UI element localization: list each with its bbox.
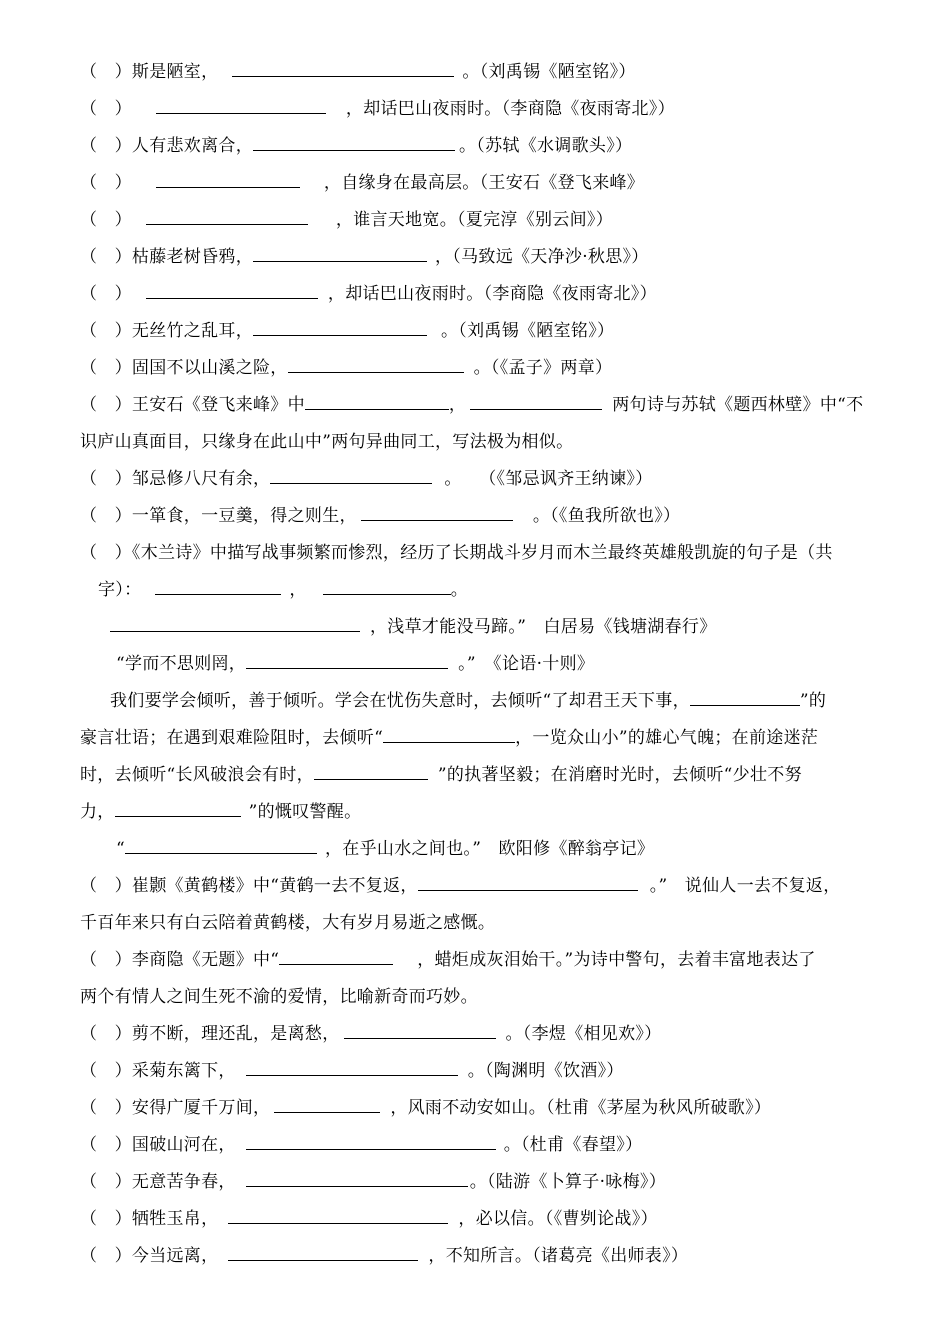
question-text: （ ）安得广厦千万间， xyxy=(80,1098,271,1118)
question-text: ，（马致远《天净沙·秋思》） xyxy=(435,247,649,267)
question-text: 。（陆游《卜算子·咏梅》） xyxy=(469,1172,667,1192)
question-text: 。” 《论语·十则》 xyxy=(458,654,595,674)
question-line xyxy=(80,979,478,1015)
question-text: ，却话巴山夜雨时。（李商隐《夜雨寄北》） xyxy=(327,284,657,304)
question-line xyxy=(80,202,613,238)
question-text: 。（杜甫《春望》） xyxy=(503,1135,643,1155)
answer-blank[interactable] xyxy=(690,687,800,706)
question-line xyxy=(116,831,654,867)
question-text: ，一览众山小”的雄心气魄；在前途迷茫 xyxy=(515,728,819,748)
question-line xyxy=(80,276,657,312)
question-text: ， xyxy=(448,395,467,415)
question-line xyxy=(110,609,717,645)
question-text: ，在乎山水之间也。” 欧阳修《醉翁亭记》 xyxy=(325,839,655,859)
question-text: （ ）人有悲欢离合， xyxy=(80,136,253,156)
answer-blank[interactable] xyxy=(246,1168,468,1187)
answer-blank[interactable] xyxy=(228,1205,448,1224)
question-line xyxy=(98,572,468,608)
question-text: 两句诗与苏轼《题西林壁》中“不 xyxy=(612,395,864,415)
question-text: “ xyxy=(116,839,125,859)
question-line xyxy=(80,1127,642,1163)
question-text: （ ）国破山河在， xyxy=(80,1135,236,1155)
question-text: （ ） xyxy=(80,284,132,304)
answer-blank[interactable] xyxy=(115,798,241,817)
answer-blank[interactable] xyxy=(274,1094,380,1113)
question-text: （ ）李商隐《无题》中“ xyxy=(80,950,280,970)
question-text: 。（《鱼我所欲也》） xyxy=(532,506,681,526)
question-text: ”的 xyxy=(799,691,827,711)
answer-blank[interactable] xyxy=(155,576,281,595)
answer-blank[interactable] xyxy=(228,1242,418,1261)
question-text: ，自缘身在最高层。（王安石《登飞来峰》 xyxy=(323,173,645,193)
question-line xyxy=(80,942,816,978)
question-line xyxy=(80,498,680,534)
question-text: 。（李煜《相见欢》） xyxy=(505,1024,662,1044)
question-text: （ ）邹忌修八尺有余， xyxy=(80,469,271,489)
question-text: ”的慨叹警醒。 xyxy=(248,802,362,822)
question-line xyxy=(80,720,818,756)
answer-blank[interactable] xyxy=(246,650,448,669)
answer-blank[interactable] xyxy=(253,243,427,262)
question-line xyxy=(80,350,612,386)
answer-blank[interactable] xyxy=(361,502,513,521)
question-line xyxy=(116,646,594,682)
question-text: ，浅草才能没马蹄。” 白居易《钱塘湖春行》 xyxy=(370,617,717,637)
question-line xyxy=(80,1016,662,1052)
answer-blank[interactable] xyxy=(156,169,300,188)
question-line xyxy=(80,794,361,830)
question-text: ， xyxy=(289,580,307,600)
question-text: （ ）无丝竹之乱耳， xyxy=(80,321,253,341)
question-text: （ ）崔颢《黄鹤楼》中“黄鹤一去不复返， xyxy=(80,876,418,896)
answer-blank[interactable] xyxy=(146,206,308,225)
question-text: （ ） xyxy=(80,210,132,230)
question-text: 。（苏轼《水调歌头》） xyxy=(459,136,633,156)
question-text: ”的执著坚毅；在消磨时光时，去倾听“少壮不努 xyxy=(437,765,802,785)
answer-blank[interactable] xyxy=(270,465,432,484)
answer-blank[interactable] xyxy=(253,317,427,336)
answer-blank[interactable] xyxy=(323,576,451,595)
question-text: （ ）今当远离， xyxy=(80,1246,219,1266)
answer-blank[interactable] xyxy=(305,391,449,410)
question-line xyxy=(80,1090,771,1126)
question-text: ，谁言天地宽。（夏完淳《别云间》） xyxy=(335,210,614,230)
question-text: （ ）一箪食，一豆羹，得之则生， xyxy=(80,506,357,526)
question-line xyxy=(80,424,573,460)
answer-blank[interactable] xyxy=(470,391,602,410)
question-text: （ ）王安石《登飞来峰》中 xyxy=(80,395,305,415)
answer-blank[interactable] xyxy=(314,761,428,780)
question-line xyxy=(80,1201,658,1237)
question-text: 。（陶渊明《饮酒》） xyxy=(467,1061,624,1081)
question-text: 两个有情人之间生死不渝的爱情，比喻新奇而巧妙。 xyxy=(80,987,478,1007)
question-line xyxy=(80,1238,688,1274)
question-line xyxy=(80,535,833,571)
question-line xyxy=(80,165,644,201)
question-text: ，不知所言。（诸葛亮《出师表》） xyxy=(428,1246,689,1266)
question-line xyxy=(80,461,653,497)
question-line xyxy=(80,387,863,423)
question-text: ，却话巴山夜雨时。（李商隐《夜雨寄北》） xyxy=(345,99,675,119)
question-line xyxy=(110,683,826,719)
answer-blank[interactable] xyxy=(146,280,318,299)
question-line xyxy=(80,757,802,793)
question-text: 。 xyxy=(450,580,469,600)
answer-blank[interactable] xyxy=(288,354,464,373)
question-text: 字）： xyxy=(98,580,142,600)
question-text: （ ）采菊东篱下， xyxy=(80,1061,236,1081)
question-text: 力， xyxy=(80,802,115,822)
answer-blank[interactable] xyxy=(344,1020,496,1039)
answer-blank[interactable] xyxy=(232,58,454,77)
question-text: 。（刘禹锡《陋室铭》） xyxy=(462,62,636,82)
question-text: （ ）《木兰诗》中描写战事频繁而惨烈，经历了长期战斗岁月而木兰最终英雄般凯旋的句子是（共 xyxy=(80,543,833,563)
answer-blank[interactable] xyxy=(156,95,326,114)
question-line xyxy=(80,239,649,275)
question-text: （ ）固国不以山溪之险， xyxy=(80,358,288,378)
question-text: 时，去倾听“长风破浪会有时， xyxy=(80,765,314,785)
answer-blank[interactable] xyxy=(246,1057,458,1076)
question-text: ，风雨不动安如山。（杜甫《茅屋为秋风所破歌》） xyxy=(390,1098,772,1118)
question-text: 。 （《邹忌讽齐王纳谏》） xyxy=(444,469,653,489)
answer-blank[interactable] xyxy=(125,835,317,854)
question-line xyxy=(80,1053,624,1089)
question-text: 。（刘禹锡《陋室铭》） xyxy=(441,321,615,341)
question-line xyxy=(80,1164,666,1200)
question-text: （ ）枯藤老树昏鸦， xyxy=(80,247,253,267)
answer-blank[interactable] xyxy=(110,613,360,632)
question-text: （ ）斯是陋室， xyxy=(80,62,219,82)
question-text: （ ） xyxy=(80,99,132,119)
question-text: （ ）牺牲玉帛， xyxy=(80,1209,219,1229)
question-text: 。（《孟子》两章） xyxy=(473,358,613,378)
question-line xyxy=(80,313,614,349)
answer-blank[interactable] xyxy=(279,946,393,965)
answer-blank[interactable] xyxy=(246,1131,496,1150)
question-text: （ ） xyxy=(80,173,132,193)
question-text: 识庐山真面目，只缘身在此山中”两句异曲同工，写法极为相似。 xyxy=(80,432,574,452)
question-text: 豪言壮语；在遇到艰难险阻时，去倾听“ xyxy=(80,728,384,748)
question-text: ，蜡炬成灰泪始干。”为诗中警句，去着丰富地表达了 xyxy=(417,950,816,970)
question-text: （ ）无意苦争春， xyxy=(80,1172,236,1192)
question-line xyxy=(80,905,495,941)
question-line xyxy=(80,868,841,904)
question-text: （ ）剪不断，理还乱，是离愁， xyxy=(80,1024,340,1044)
answer-blank[interactable] xyxy=(383,724,515,743)
question-text: “学而不思则罔， xyxy=(116,654,247,674)
question-line xyxy=(80,91,675,127)
question-text: 。” 说仙人一去不复返， xyxy=(649,876,841,896)
answer-blank[interactable] xyxy=(418,872,638,891)
question-text: 我们要学会倾听，善于倾听。学会在忧伤失意时，去倾听“了却君王天下事， xyxy=(110,691,690,711)
question-line xyxy=(80,128,632,164)
answer-blank[interactable] xyxy=(253,132,455,151)
question-text: ，必以信。（《曹刿论战》） xyxy=(458,1209,658,1229)
question-text: 千百年来只有白云陪着黄鹤楼，大有岁月易逝之感慨。 xyxy=(80,913,496,933)
question-line xyxy=(80,54,636,90)
